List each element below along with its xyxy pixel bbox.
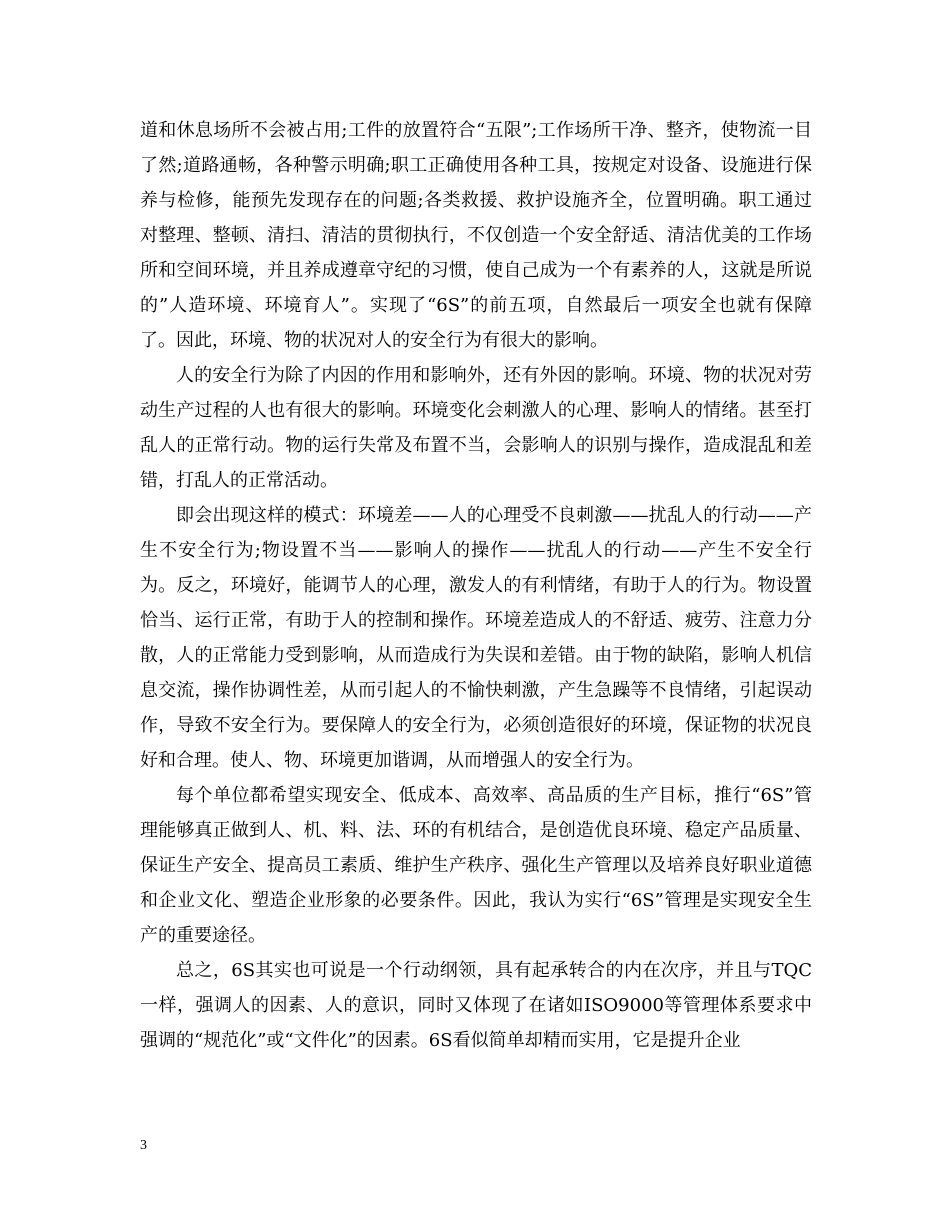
page-number: 3 — [140, 1138, 147, 1153]
paragraph-5: 总之，6S其实也可说是一个行动纲领，具有起承转合的内在次序，并且与TQC一样，强调人的因素、人的意识，同时又体现了在诸如ISO9000等管理体系要求中强调的“规范化”或“文件化”的因素。6S看似简单却精而实用，它是提升企业 — [140, 960, 812, 1051]
paragraph-1: 道和休息场所不会被占用;工件的放置符合“五限”;工作场所干净、整齐，使物流一目了然;道路通畅，各种警示明确;职工正确使用各种工具，按规定对设备、设施进行保养与检修，能预先发现存在的问题;各类救援、救护设施齐全，位置明确。职工通过对整理、整顿、清扫、清洁的贯彻执行，不仅创造一个安全舒适、清洁优美的工作场所和空间环境，并且养成遵章守纪的习惯，使自己成为一个有素养的人，这就是所说的”人造环境、环境育人”。实现了“6S”的前五项，自然最后一项安全也就有保障了。因此，环境、物的状况对人的安全行为有很大的影响。 — [140, 120, 812, 351]
paragraph-3: 即会出现这样的模式：环境差——人的心理受不良刺激——扰乱人的行动——产生不安全行为;物设置不当——影响人的操作——扰乱人的行动——产生不安全行为。反之，环境好，能调节人的心理，激发人的有利情绪，有助于人的行为。物设置恰当、运行正常，有助于人的控制和操作。环境差造成人的不舒适、疲劳、注意力分散，人的正常能力受到影响，从而造成行为失误和差错。由于物的缺陷，影响人机信息交流，操作协调性差，从而引起人的不愉快刺激，产生急躁等不良情绪，引起误动作，导致不安全行为。要保障人的安全行为，必须创造很好的环境，保证物的状况良好和合理。使人、物、环境更加谐调，从而增强人的安全行为。 — [140, 505, 812, 771]
paragraph-2: 人的安全行为除了内因的作用和影响外，还有外因的影响。环境、物的状况对劳动生产过程的人也有很大的影响。环境变化会刺激人的心理、影响人的情绪。甚至打乱人的正常行动。物的运行失常及布置不当，会影响人的识别与操作，造成混乱和差错，打乱人的正常活动。 — [140, 365, 812, 491]
body-text — [140, 113, 812, 1058]
paragraph-4: 每个单位都希望实现安全、低成本、高效率、高品质的生产目标，推行“6S”管理能够真正做到人、机、料、法、环的有机结合，是创造优良环境、稳定产品质量、保证生产安全、提高员工素质、维护生产秩序、强化生产管理以及培养良好职业道德和企业文化、塑造企业形象的必要条件。因此，我认为实行“6S”管理是实现安全生产的重要途径。 — [140, 785, 812, 946]
